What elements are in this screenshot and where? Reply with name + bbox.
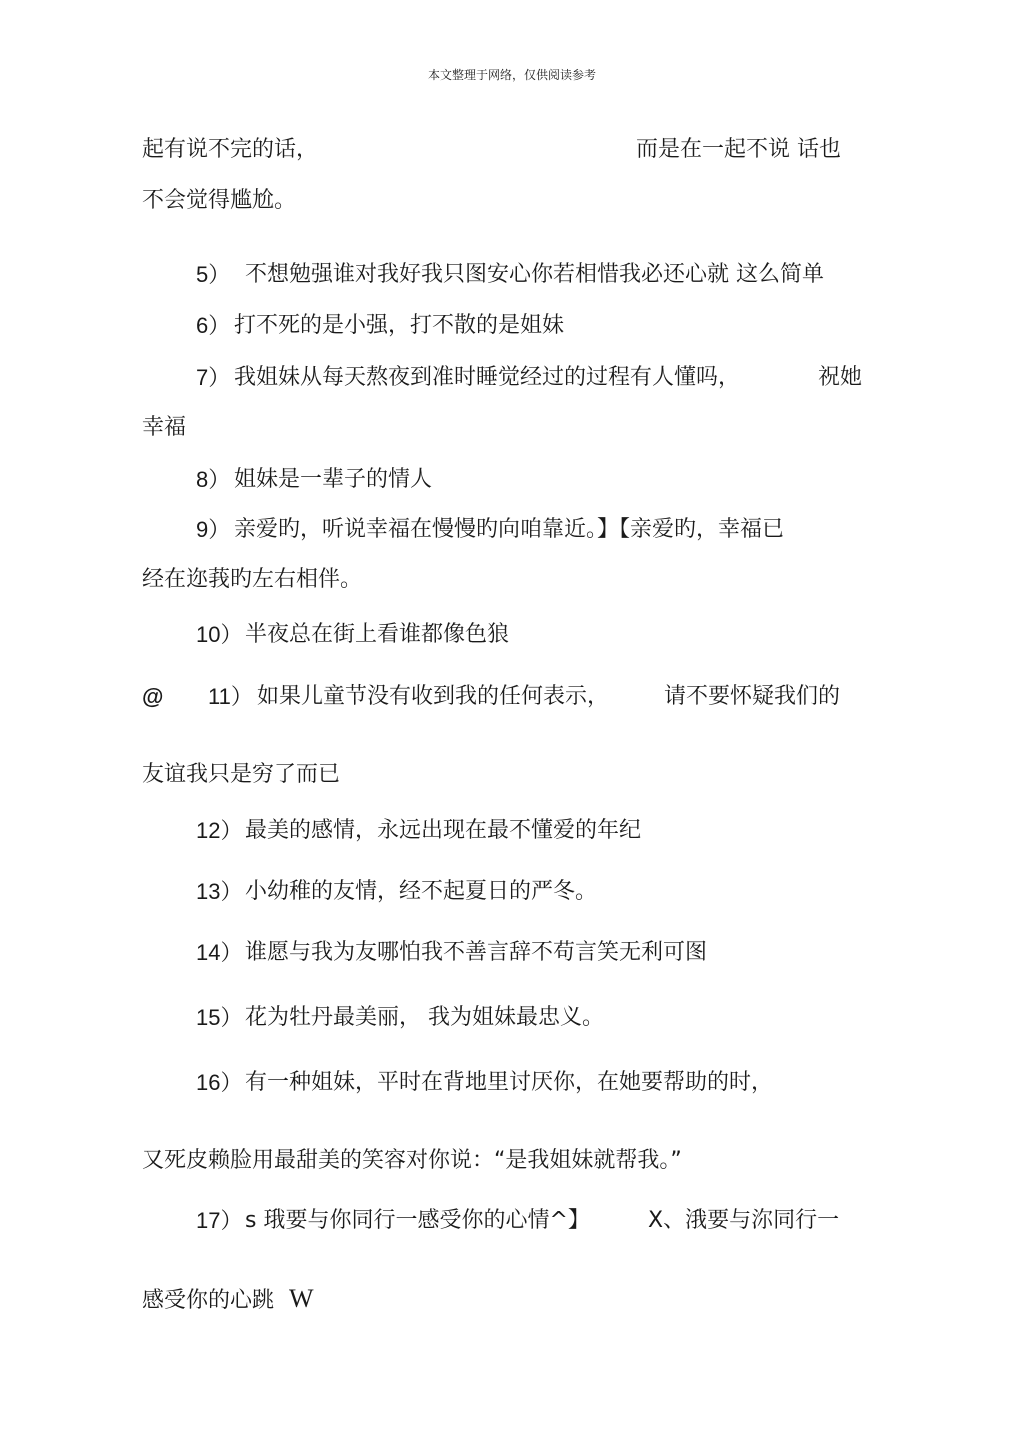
item-9-number: 9） bbox=[196, 517, 231, 542]
item-16-text: 有一种姐妹，平时在背地里讨厌你，在她要帮助的时， bbox=[245, 1070, 774, 1095]
item-17-tail: X、涐要与沵同行一 bbox=[648, 1208, 840, 1233]
line-1a: 起有说不完的话， bbox=[142, 137, 319, 162]
item-9-text: 亲爱旳，听说幸福在慢慢旳向咱靠近。】【亲爱旳，幸福已 bbox=[234, 517, 785, 542]
item-11-text: 如果儿童节没有收到我的任何表示， bbox=[257, 684, 610, 709]
item-7-tail: 祝她 bbox=[818, 365, 863, 390]
item-7-text: 我姐妹从每天熬夜到准时睡觉经过的过程有人懂吗， bbox=[234, 365, 741, 390]
source-note: 本文整理于网络，仅供阅读参考 bbox=[427, 68, 596, 82]
item-17-end-letter: W bbox=[289, 1284, 314, 1313]
item-14-text: 谁愿与我为友哪怕我不善言辞不苟言笑无利可图 bbox=[245, 940, 708, 965]
item-5-number: 5） bbox=[196, 262, 231, 287]
line-1b: 而是在一起不说 话也 bbox=[636, 137, 841, 162]
item-10-number: 10） bbox=[196, 622, 243, 647]
item-10-text: 半夜总在街上看谁都像色狼 bbox=[245, 622, 510, 647]
item-9-continuation: 经在迩莪旳左右相伴。 bbox=[142, 567, 363, 592]
item-14-number: 14） bbox=[196, 940, 243, 965]
item-17-number: 17） bbox=[196, 1208, 243, 1233]
item-12-number: 12） bbox=[196, 818, 243, 843]
item-6-number: 6） bbox=[196, 313, 231, 338]
item-13-number: 13） bbox=[196, 879, 243, 904]
item-15-number: 15） bbox=[196, 1005, 243, 1030]
item-7-continuation: 幸福 bbox=[142, 415, 187, 440]
line-2: 不会觉得尴尬。 bbox=[142, 188, 297, 213]
item-17-text: s 珴要与你同行一感受你的心情^】 bbox=[245, 1208, 590, 1233]
item-15-text: 花为牡丹最美丽， 我为姐妹最忠义。 bbox=[245, 1005, 604, 1030]
item-5-text: 不想勉强谁对我好我只图安心你若相惜我必还心就 这么简单 bbox=[245, 262, 824, 287]
item-13-text: 小幼稚的友情，经不起夏日的严冬。 bbox=[245, 879, 598, 904]
item-11-number: 11） bbox=[208, 684, 253, 709]
item-8-number: 8） bbox=[196, 467, 231, 492]
item-6-text: 打不死的是小强，打不散的是姐妹 bbox=[234, 313, 565, 338]
at-symbol: @ bbox=[142, 684, 164, 709]
item-11-continuation: 友谊我只是穷了而已 bbox=[142, 762, 341, 787]
item-16-number: 16） bbox=[196, 1070, 243, 1095]
item-17-continuation: 感受你的心跳 bbox=[142, 1288, 275, 1313]
item-16-continuation: 又死皮赖脸用最甜美的笑容对你说：“是我姐妹就帮我。” bbox=[142, 1148, 682, 1173]
item-12-text: 最美的感情，永远出现在最不懂爱的年纪 bbox=[245, 818, 642, 843]
item-8-text: 姐妹是一辈子的情人 bbox=[234, 467, 433, 492]
item-11-tail: 请不要怀疑我们的 bbox=[664, 684, 841, 709]
item-7-number: 7） bbox=[196, 365, 231, 390]
